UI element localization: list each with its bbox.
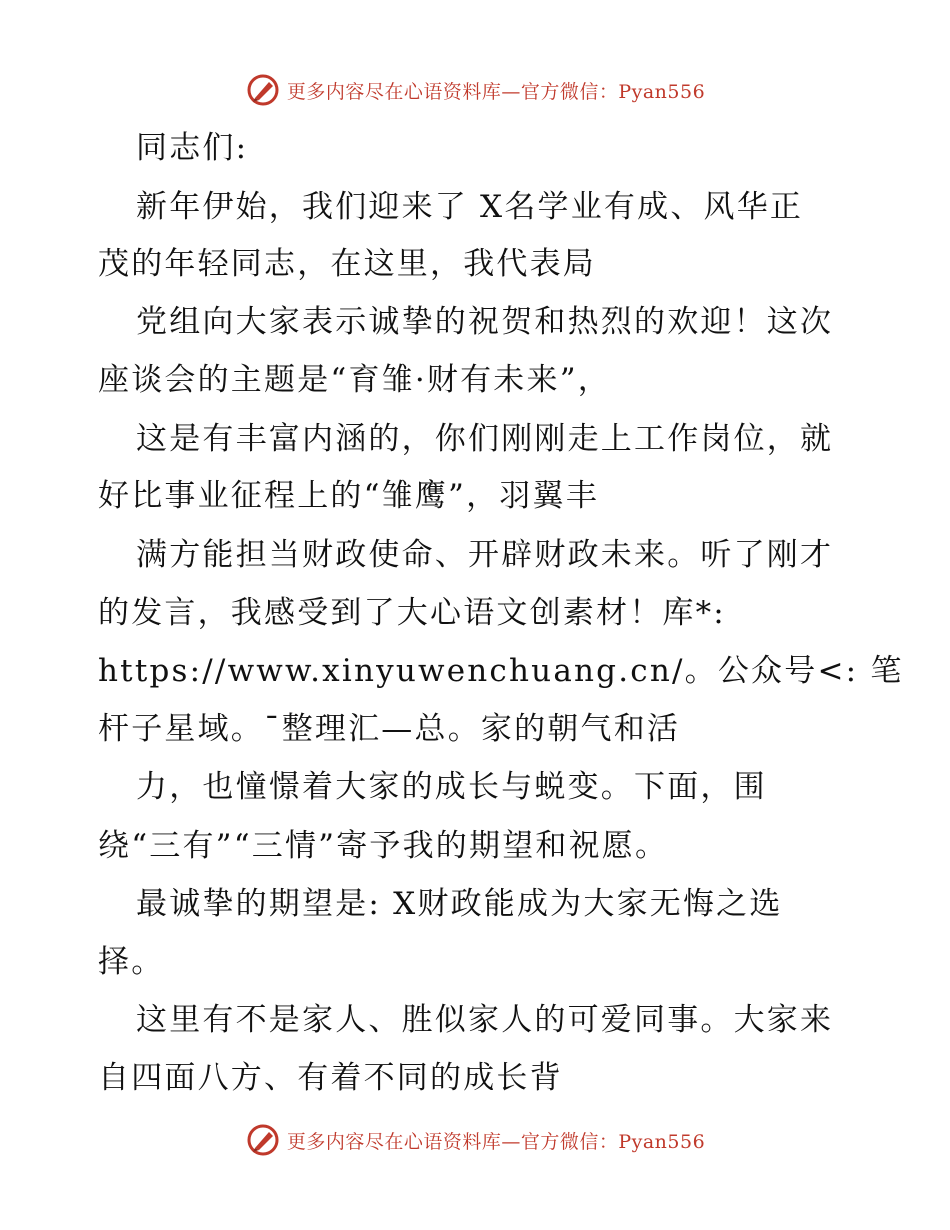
body-line: https://www.xinyuwenchuang.cn/。公众号<: 笔 xyxy=(98,653,904,689)
footer-banner xyxy=(0,1118,950,1162)
pen-logo-icon xyxy=(245,1122,281,1158)
body-line: 最诚挚的期望是: X财政能成为大家无悔之选 xyxy=(136,886,783,922)
body-line: 同志们: xyxy=(136,130,249,166)
header-banner-text: 更多内容尽在心语资料库—官方微信：Pyan556 xyxy=(286,80,706,103)
body-line: 好比事业征程上的“雏鹰”，羽翼丰 xyxy=(98,478,599,514)
body-line: 择。 xyxy=(98,944,165,980)
body-line: 满方能担当财政使命、开辟财政未来。听了刚才 xyxy=(136,537,834,573)
body-line: 茂的年轻同志，在这里，我代表局 xyxy=(98,246,596,282)
body-line: 自四面八方、有着不同的成长背 xyxy=(98,1060,563,1096)
body-line: 杆子星域。¯整理汇—总。家的朝气和活 xyxy=(98,711,681,747)
body-line: 这里有不是家人、胜似家人的可爱同事。大家来 xyxy=(136,1002,834,1038)
footer-banner-text: 更多内容尽在心语资料库—官方微信：Pyan556 xyxy=(286,1130,706,1153)
body-line: 力，也憧憬着大家的成长与蜕变。下面，围 xyxy=(136,769,767,805)
body-line: 新年伊始，我们迎来了 X名学业有成、风华正 xyxy=(136,189,804,225)
body-line: 这是有丰富内涵的，你们刚刚走上工作岗位，就 xyxy=(136,421,834,457)
body-line: 的发言，我感受到了大心语文创素材！库*: xyxy=(98,595,726,631)
body-line: 党组向大家表示诚挚的祝贺和热烈的欢迎！这次 xyxy=(136,304,834,340)
body-line: 绕“三有”“三情”寄予我的期望和祝愿。 xyxy=(98,828,669,864)
body-line: 座谈会的主题是“育雏·财有未来”， xyxy=(98,362,611,398)
